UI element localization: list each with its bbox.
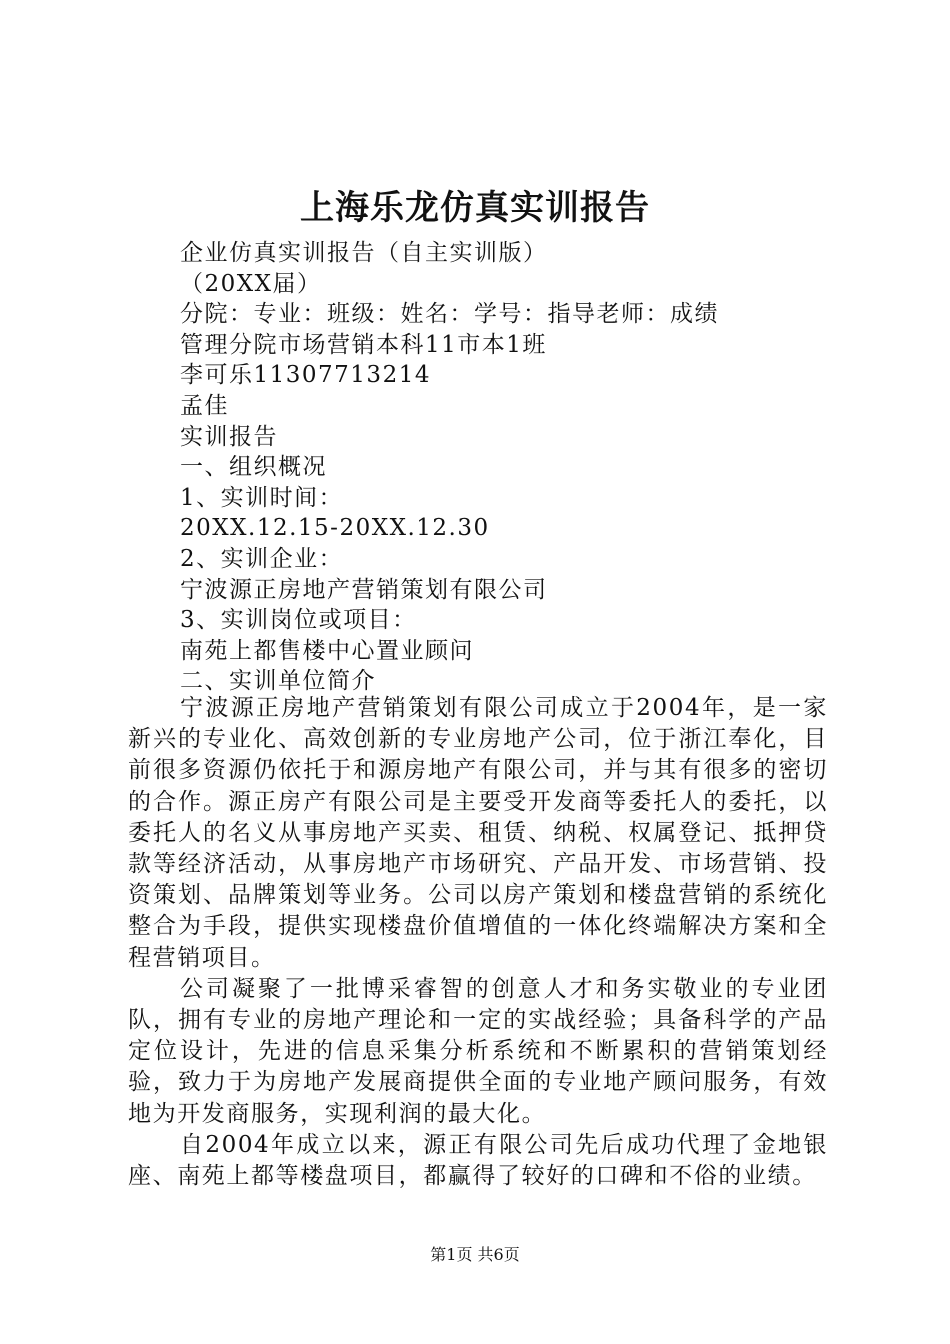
page-footer: 第1页 共6页 [430, 1245, 520, 1264]
teacher-name: 孟佳 [180, 392, 229, 419]
item-training-position: 3、实训岗位或项目： [180, 607, 417, 634]
report-subtitle: 企业仿真实训报告（自主实训版） [180, 240, 548, 266]
report-year: （20XX届） [180, 270, 322, 297]
item-training-company: 2、实训企业： [180, 545, 344, 572]
paragraph-company-overview: 宁波源正房地产营销策划有限公司成立于2004年，是一家新兴的专业化、高效创新的专业房地产公司，位于浙江奉化，目前很多资源仍依托于和源房地产有限公司，并与其有很多的密切的合作。源正房产有限公司是主要受开发商等委托人的委托，以委托人的名义从事房地产买卖、租赁、纳税、权属登记、抵押贷款等经济活动，从事房地产市场研究、产品开发、市场营销、投资策划、品牌策划等业务。公司以房产策划和楼盘营销的系统化整合为手段，提供实现楼盘价值增值的一体化终端解决方案和全程营销项目。 [128, 695, 828, 971]
paragraph-achievements: 自2004年成立以来，源正有限公司先后成功代理了金地银座、南苑上都等楼盘项目，都赢得了较好的口碑和不俗的业绩。 [128, 1131, 828, 1190]
training-position-value: 南苑上都售楼中心置业顾问 [180, 637, 474, 664]
training-time-value: 20XX.12.15-20XX.12.30 [180, 515, 490, 542]
class-info: 管理分院市场营销本科11市本1班 [180, 331, 547, 358]
section-org-overview: 一、组织概况 [180, 454, 327, 481]
document-title: 上海乐龙仿真实训报告 [300, 188, 650, 228]
section-heading: 实训报告 [180, 423, 278, 450]
paragraph-team: 公司凝聚了一批博采睿智的创意人才和务实敬业的专业团队，拥有专业的房地产理论和一定的实战经验；具备科学的产品定位设计，先进的信息采集分析系统和不断累积的营销策划经验，致力于为房地产发展商提供全面的专业地产顾问服务，有效地为开发商服务，实现利润的最大化。 [128, 975, 828, 1127]
training-company-value: 宁波源正房地产营销策划有限公司 [180, 576, 548, 603]
info-fields: 分院：专业：班级：姓名：学号：指导老师：成绩 [180, 301, 719, 328]
student-info: 李可乐11307713214 [180, 362, 431, 389]
section-company-intro: 二、实训单位简介 [180, 668, 376, 695]
item-training-time: 1、实训时间： [180, 484, 344, 511]
body-paragraphs [128, 693, 828, 1192]
header-lines [180, 238, 860, 697]
